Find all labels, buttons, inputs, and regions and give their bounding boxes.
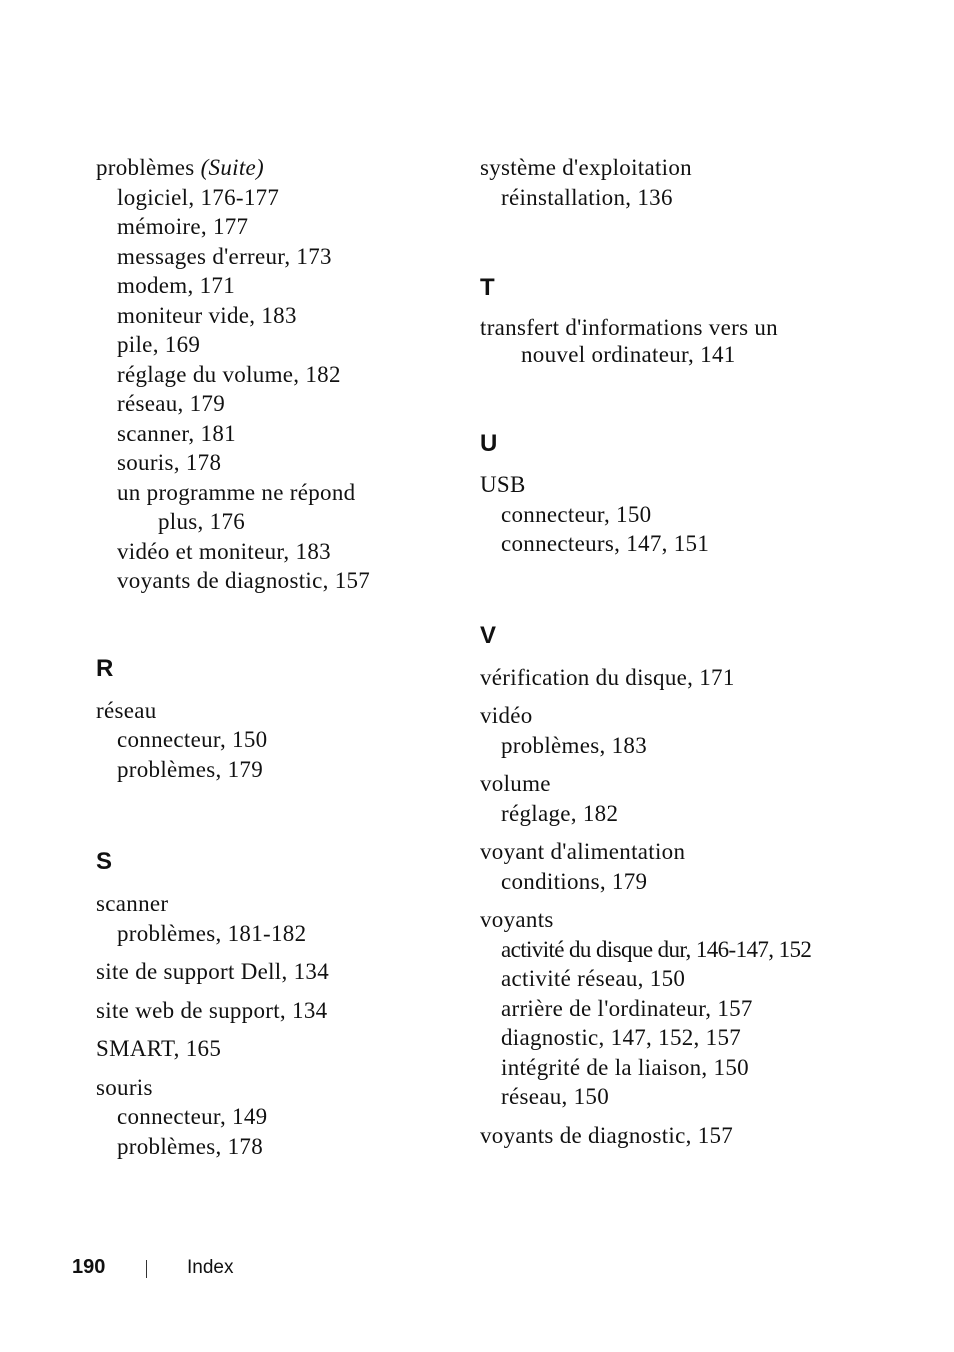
index-entry-usb xyxy=(480,470,860,559)
section-letter-u: U xyxy=(480,430,498,457)
subentry: problèmes, 178 xyxy=(117,1133,264,1159)
entry-term: souris xyxy=(96,1074,153,1100)
entry-term: USB xyxy=(480,472,526,497)
subentry: messages d'erreur, 173 xyxy=(117,243,332,269)
subentry: conditions, 179 xyxy=(501,868,648,894)
continued-note: (Suite) xyxy=(200,155,264,180)
index-entry-volume xyxy=(480,769,860,828)
subentry-continuation: plus, 176 xyxy=(158,509,246,534)
index-entry-video xyxy=(480,701,860,760)
entry-continuation: nouvel ordinateur, 141 xyxy=(521,342,736,367)
entry-term: voyant d'alimentation xyxy=(480,839,686,864)
page-number: 190 xyxy=(72,1256,106,1278)
subentry: réglage, 182 xyxy=(501,800,619,826)
subentry: mémoire, 177 xyxy=(117,214,249,239)
entry-term: scanner xyxy=(96,891,169,916)
subentry: arrière de l'ordinateur, 157 xyxy=(501,995,753,1021)
index-entry-souris xyxy=(96,1073,456,1162)
subentry: réinstallation, 136 xyxy=(501,184,673,210)
index-entry-transfert xyxy=(480,314,860,368)
subentry: scanner, 181 xyxy=(117,420,236,446)
entry-term: volume xyxy=(480,771,551,796)
subentry: activité réseau, 150 xyxy=(501,966,686,991)
subentry: problèmes, 181-182 xyxy=(117,920,307,946)
index-entry-site-web: site web de support, 134 xyxy=(96,997,328,1023)
subentry: connecteur, 150 xyxy=(501,501,652,527)
entry-term: système d'exploitation xyxy=(480,155,692,180)
index-entry-voyants xyxy=(480,905,860,1112)
subentry: modem, 171 xyxy=(117,273,235,298)
subentry: diagnostic, 147, 152, 157 xyxy=(501,1025,742,1050)
subentry: réseau, 179 xyxy=(117,391,226,416)
subentry: voyants de diagnostic, 157 xyxy=(117,568,371,593)
index-entry-problemes xyxy=(96,153,456,596)
index-entry-voyants-diagnostic: voyants de diagnostic, 157 xyxy=(480,1122,734,1148)
subentry: problèmes, 183 xyxy=(501,732,648,758)
index-column-left xyxy=(96,153,456,1161)
entry-term: problèmes xyxy=(96,155,195,180)
index-entry-smart: SMART, 165 xyxy=(96,1036,222,1061)
subentry: connecteur, 149 xyxy=(117,1104,268,1129)
subentry: réglage du volume, 182 xyxy=(117,361,341,387)
footer-divider xyxy=(146,1260,147,1278)
subentry: moniteur vide, 183 xyxy=(117,302,297,328)
entry-term: vidéo xyxy=(480,703,533,728)
subentry: pile, 169 xyxy=(117,332,201,357)
subentry: activité du disque dur, 146-147, 152 xyxy=(501,936,812,962)
subentry: logiciel, 176-177 xyxy=(117,184,280,210)
entry-term: voyants xyxy=(480,907,554,932)
section-letter-s: S xyxy=(96,848,113,875)
section-letter-t: T xyxy=(480,274,495,301)
subentry: problèmes, 179 xyxy=(117,756,264,782)
entry-term: transfert d'informations vers un xyxy=(480,315,778,340)
index-column-right xyxy=(480,153,860,1150)
index-entry-voyant-alimentation xyxy=(480,837,860,896)
section-letter-v: V xyxy=(480,621,497,649)
subentry: connecteurs, 147, 151 xyxy=(501,531,710,556)
index-entry-scanner xyxy=(96,889,456,948)
index-entry-reseau xyxy=(96,696,456,785)
section-letter-r: R xyxy=(96,654,114,682)
subentry: connecteur, 150 xyxy=(117,727,268,752)
subentry: vidéo et moniteur, 183 xyxy=(117,538,331,564)
index-entry-systeme xyxy=(480,153,860,212)
subentry: souris, 178 xyxy=(117,450,222,475)
subentry: réseau, 150 xyxy=(501,1084,610,1109)
entry-term: réseau xyxy=(96,697,157,723)
index-entry-site-dell: site de support Dell, 134 xyxy=(96,959,329,984)
footer-section-title: Index xyxy=(187,1257,234,1278)
subentry: un programme ne répond xyxy=(117,479,356,505)
subentry: intégrité de la liaison, 150 xyxy=(501,1054,749,1080)
index-entry-verification: vérification du disque, 171 xyxy=(480,664,735,690)
